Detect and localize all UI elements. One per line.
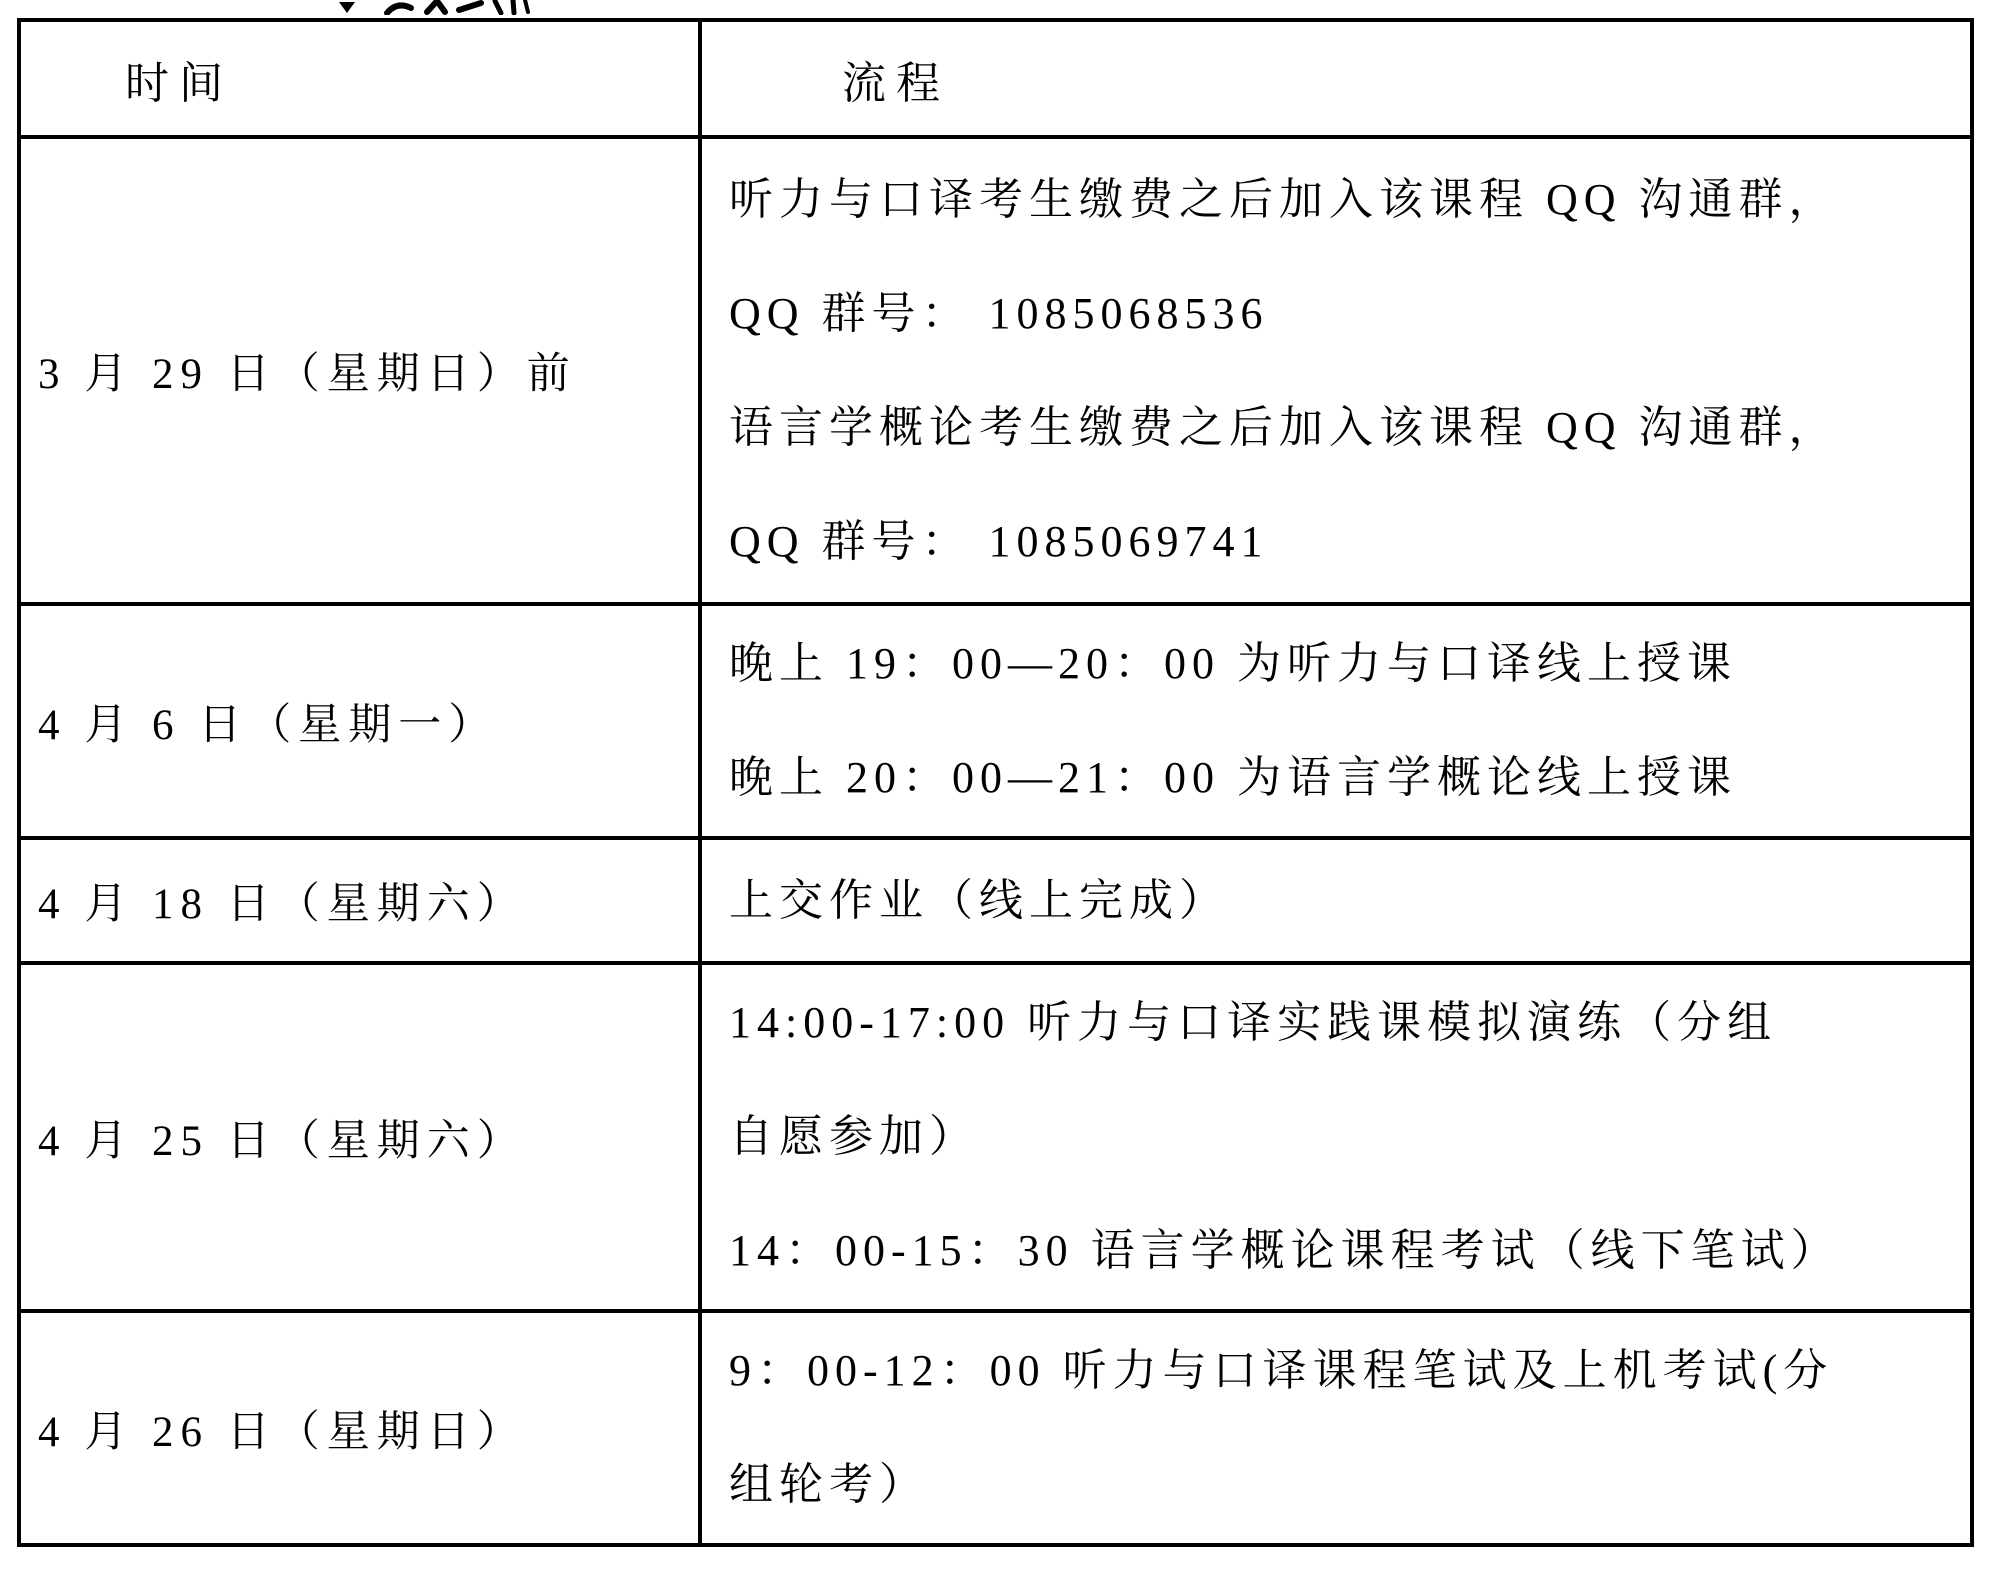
- process-cell: [700, 963, 1972, 1311]
- process-line: 晚上 19：00—20：00 为听力与口译线上授课: [729, 639, 1737, 688]
- process-line: 上交作业（线上完成）: [729, 875, 1229, 925]
- process-line: 晚上 20：00—21：00 为语言学概论线上授课: [729, 753, 1737, 802]
- time-cell: 3 月 29 日（星期日）前: [19, 137, 700, 604]
- process-cell: [700, 604, 1972, 838]
- time-cell: 4 月 18 日（星期六）: [19, 838, 700, 963]
- process-cell: [700, 838, 1972, 963]
- header-row: [19, 20, 1972, 137]
- process-line: 14:00-17:00 听力与口译实践课模拟演练（分组: [729, 998, 1778, 1047]
- process-cell: [700, 1311, 1972, 1545]
- process-line: 听力与口译考生缴费之后加入该课程 QQ 沟通群，: [729, 174, 1839, 224]
- time-cell: 4 月 6 日（星期一）: [19, 604, 700, 838]
- table-row: [19, 604, 1972, 838]
- process-line: 语言学概论考生缴费之后加入该课程 QQ 沟通群，: [729, 402, 1839, 452]
- clipped-text-fragment: [335, 0, 535, 15]
- time-cell: 4 月 26 日（星期日）: [19, 1311, 700, 1545]
- process-line: 自愿参加）: [729, 1112, 979, 1161]
- process-line: 14：00-15：30 语言学概论课程考试（线下笔试）: [729, 1226, 1841, 1275]
- table-row: [19, 1311, 1972, 1545]
- process-line: QQ 群号： 1085068536: [729, 288, 1269, 338]
- column-header-time: 时间: [19, 20, 700, 137]
- table-row: [19, 137, 1972, 604]
- column-header-process: 流程: [700, 20, 1972, 137]
- table-row: [19, 963, 1972, 1311]
- process-cell: [700, 137, 1972, 604]
- process-line: 9：00-12：00 听力与口译课程笔试及上机考试(分: [729, 1346, 1834, 1395]
- table-row: [19, 838, 1972, 963]
- process-line: 组轮考）: [729, 1460, 929, 1509]
- schedule-table: [17, 18, 1974, 1547]
- process-line: QQ 群号： 1085069741: [729, 516, 1269, 566]
- time-cell: 4 月 25 日（星期六）: [19, 963, 700, 1311]
